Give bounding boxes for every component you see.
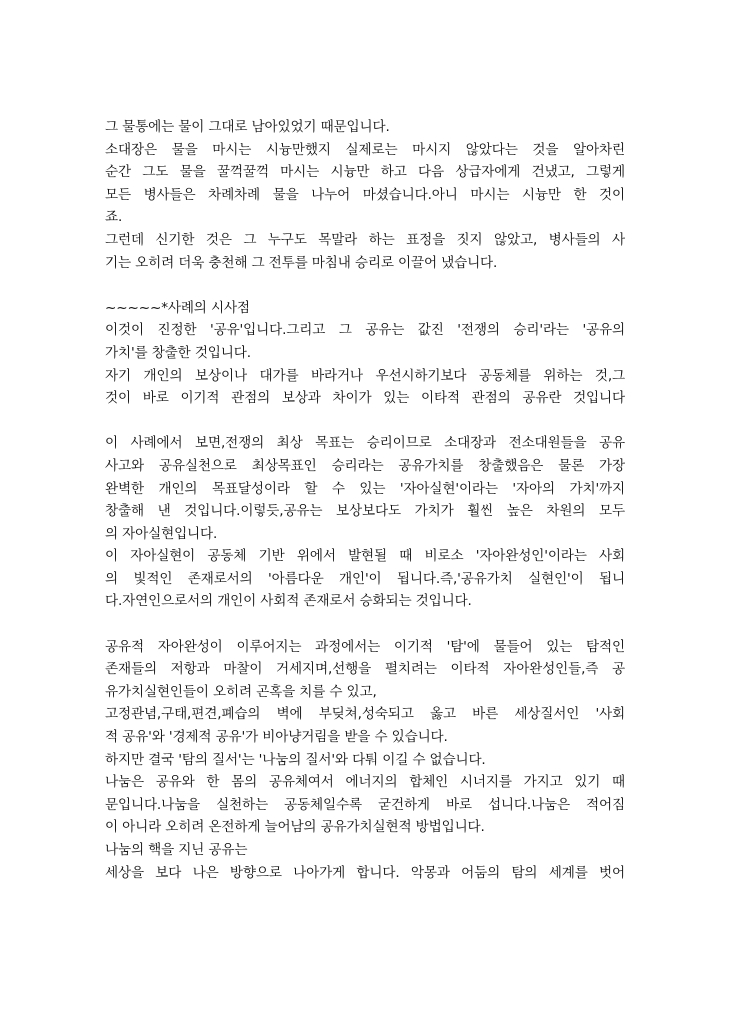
paragraph-gap — [105, 274, 625, 297]
text-line: 문입니다.나눔을 실천하는 공동체일수록 굳건하게 바로 섭니다.나눔은 적어짐 — [105, 796, 625, 813]
text-line: 가치'를 창출한 것입니다. — [105, 344, 251, 361]
document-body — [105, 116, 625, 884]
text-line: 적 공유'와 '경제적 공유'가 비아냥거림을 받을 수 있습니다. — [105, 729, 448, 746]
text-line: 다.자연인으로서의 개인이 사회적 존재로서 승화되는 것입니다. — [105, 593, 472, 610]
text-line: 나눔의 핵을 지닌 공유는 — [105, 842, 248, 858]
section-heading: ~~~~~*사례의 시사점 — [105, 299, 250, 316]
text-line: 이 사례에서 보면,전쟁의 최상 목표는 승리이므로 소대장과 전소대원들을 공유 — [105, 435, 625, 452]
text-line: 죠. — [105, 209, 123, 226]
text-line: 세상을 보다 나은 방향으로 나아가게 합니다. 악몽과 어둠의 탐의 세계를 벗어 — [105, 864, 625, 881]
text-line: 공유적 자아완성이 이루어지는 과정에서는 이기적 '탐'에 물들어 있는 탐적인 — [105, 638, 625, 655]
text-line: 그 물통에는 물이 그대로 남아있었기 때문입니다. — [105, 119, 390, 135]
text-line: 이것이 진정한 '공유'입니다.그리고 그 공유는 값진 '전쟁의 승리'라는 '공유의 — [105, 322, 625, 339]
text-line: 그런데 신기한 것은 그 누구도 목말라 하는 표정을 짓지 않았고, 병사들의 사 — [105, 231, 625, 248]
text-line: 자기 개인의 보상이나 대가를 바라거나 우선시하기보다 공동체를 위하는 것,그 — [105, 367, 625, 384]
text-line: 모든 병사들은 차례차례 물을 나누어 마셨습니다.아니 마시는 시늉만 한 것이 — [105, 186, 625, 203]
text-line: 고정관념,구태,편견,폐습의 벽에 부딪쳐,성숙되고 옳고 바른 세상질서인 '사회 — [105, 706, 625, 723]
text-line: 것이 바로 이기적 관점의 보상과 차이가 있는 이타적 관점의 공유란 것입니다 — [105, 390, 625, 407]
text-line: 이 자아실현이 공동체 기반 위에서 발현될 때 비로소 '자아완성인'이라는 사회 — [105, 548, 625, 565]
text-line: 창출해 낸 것입니다.이렇듯,공유는 보상보다도 가치가 훨씬 높은 차원의 모두 — [105, 503, 625, 520]
text-line: 의 자아실현입니다. — [105, 525, 218, 542]
paragraph-gap — [105, 613, 625, 636]
text-line: 존재들의 저항과 마찰이 거세지며,선행을 펼치려는 이타적 자아완성인들,즉 공 — [105, 661, 625, 678]
paragraph-gap — [105, 410, 625, 433]
text-line: 소대장은 물을 마시는 시늉만했지 실제로는 마시지 않았다는 것을 알아차린 — [105, 141, 625, 158]
text-line: 이 아니라 오히려 온전하게 늘어남의 공유가치실현적 방법입니다. — [105, 819, 485, 836]
text-line: 사고와 공유실천으로 최상목표인 승리라는 공유가치를 창출했음은 물론 가장 — [105, 457, 625, 474]
text-line: 하지만 결국 '탐의 질서'는 '나눔의 질서'와 다퉈 이길 수 없습니다. — [105, 751, 486, 768]
text-line: 유가치실현인들이 오히려 곤혹을 치를 수 있고, — [105, 683, 377, 700]
text-line: 기는 오히려 더욱 충천해 그 전투를 마침내 승리로 이끌어 냈습니다. — [105, 254, 498, 271]
text-line: 나눔은 공유와 한 몸의 공유체여서 에너지의 합체인 시너지를 가지고 있기 때 — [105, 774, 625, 791]
text-line: 완벽한 개인의 목표달성이라 할 수 있는 '자아실현'이라는 '자아의 가치'까지 — [105, 480, 625, 497]
text-line: 의 빛적인 존재로서의 '아름다운 개인'이 됩니다.즉,'공유가치 실현인'이 됩니 — [105, 570, 625, 587]
text-line: 순간 그도 물을 꿀꺽꿀꺽 마시는 시늉만 하고 다음 상급자에게 건냈고, 그렇게 — [105, 164, 625, 181]
